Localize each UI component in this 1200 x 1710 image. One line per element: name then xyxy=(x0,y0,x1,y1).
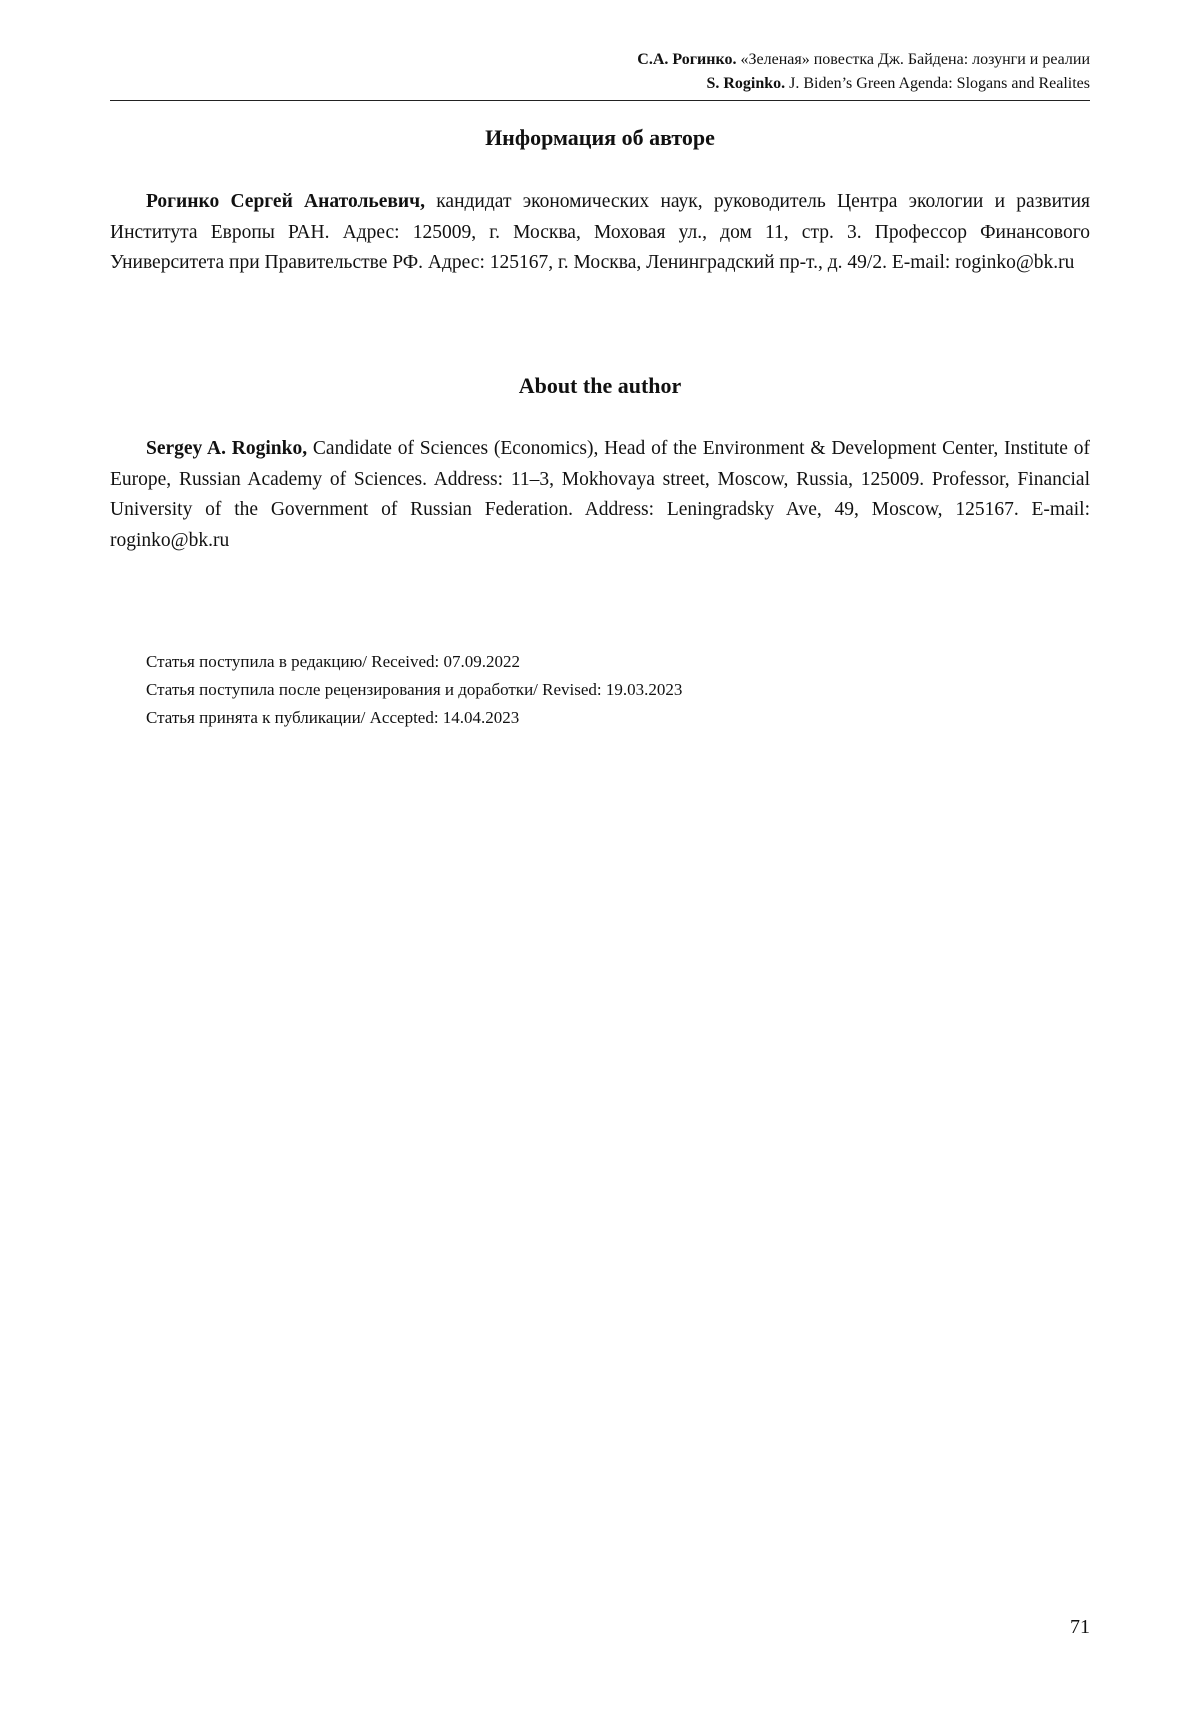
ru-section-title: Информация об авторе xyxy=(485,125,715,150)
article-dates xyxy=(146,648,1090,732)
running-head-en-title: J. Biden’s Green Agenda: Slogans and Realites xyxy=(785,75,1090,92)
running-head-ru xyxy=(110,48,1090,72)
ru-author-info xyxy=(110,187,1090,279)
ru-author-name: Рогинко Сергей Анатольевич, xyxy=(146,191,425,212)
ru-author-details: кандидат экономических наук, руководитель Центра экологии и развития Института Европы РАН. Адрес: 125009, г. Москва, Моховая ул., дом 11, стр. 3. Профессор Финансового Университета при Правительстве РФ. Адрес: 125167, г. Москва, Ленинградский пр-т., д. 49/2. E-mail: roginko@bk.ru xyxy=(110,191,1090,273)
running-head-ru-author: С.А. Рогинко. xyxy=(637,51,737,68)
date-revised: Статья поступила после рецензирования и доработки/ Revised: 19.03.2023 xyxy=(146,680,683,699)
running-head xyxy=(110,48,1090,96)
date-accepted: Статья принята к публикации/ Accepted: 14.04.2023 xyxy=(146,708,520,727)
date-received: Статья поступила в редакцию/ Received: 07.09.2022 xyxy=(146,652,520,671)
running-head-en-author: S. Roginko. xyxy=(706,75,786,92)
en-author-info xyxy=(110,434,1090,556)
page-number: 71 xyxy=(1070,1616,1090,1638)
header-rule xyxy=(110,100,1090,101)
en-author-details: Candidate of Sciences (Economics), Head of the Environment & Development Center, Institute of Europe, Russian Academy of Sciences. Address: 11–3, Mokhovaya street, Moscow, Russia, 125009. Professor, Financial University of the Government of Russian Federation. Address: Leningradsky Ave, 49, Moscow, 125167. E-mail: roginko@bk.ru xyxy=(110,438,1090,551)
en-section-title: About the author xyxy=(518,373,682,398)
running-head-ru-title: «Зеленая» повестка Дж. Байдена: лозунги и реалии xyxy=(736,51,1090,68)
en-author-name: Sergey A. Roginko, xyxy=(146,438,308,459)
running-head-en xyxy=(110,72,1090,96)
